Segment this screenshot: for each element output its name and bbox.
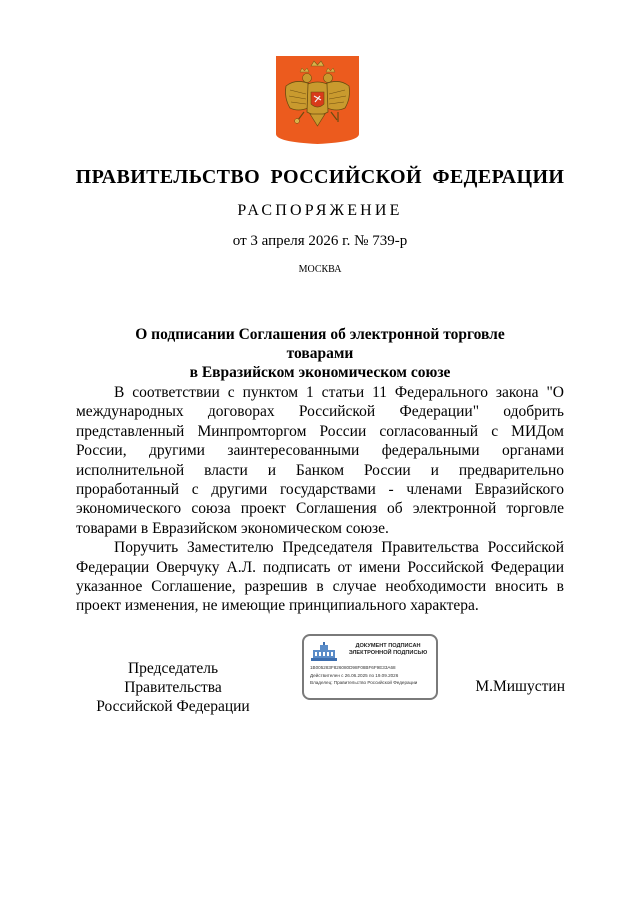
coat-of-arms-icon [276,56,359,144]
government-title: ПРАВИТЕЛЬСТВО РОССИЙСКОЙ ФЕДЕРАЦИИ [75,166,565,188]
signatory-role-line-1: Председатель Правительства [124,660,222,696]
signatory-role-line-2: Российской Федерации [96,698,250,715]
electronic-signature-stamp [302,634,438,700]
document-date-number: от 3 апреля 2026 г. № 739-р [232,233,408,249]
stamp-owner: Владелец: Правительство Российской Федерации [310,680,418,685]
stamp-title-line-2: ЭЛЕКТРОННОЙ ПОДПИСЬЮ [348,650,428,656]
stamp-title-line-1: ДОКУМЕНТ ПОДПИСАН [355,643,421,649]
document-type: РАСПОРЯЖЕНИЕ [237,202,403,219]
body-paragraph-1: В соответствии с пунктом 1 статьи 11 Федерального закона "О международных договорах Российской Федерации" одобрить представленный Минпромторгом России согласованный с МИДом России, другими заинтересованными федеральными органами исполнительной власти и Банком России и предварительно проработанный с другими государствами - членами Евразийского экономического союза проект Соглашения об электронной торговле товарами в Евразийском экономическом союзе. [76,384,564,537]
subject-line-2: в Евразийском экономическом союзе [189,364,451,381]
subject-line-1: О подписании Соглашения об электронной торговле товарами [135,326,505,362]
stamp-certificate-serial: 1B005283F826080D98F08BF6F9E33A68 [310,665,396,670]
document-city: МОСКВА [298,264,342,275]
signatory-name: М.Мишустин [475,678,565,695]
signatory-role [78,659,268,716]
document-subject [100,325,540,382]
stamp-validity: Действителен с 26.06.2025 по 19.09.2026 [310,673,399,678]
government-building-icon [310,642,338,662]
stamp-title [342,643,434,657]
body-paragraph-2: Поручить Заместителю Председателя Правительства Российской Федерации Оверчуку А.Л. подписать от имени Российской Федерации указанное Соглашение, разрешив в случае необходимости вносить в проект изменения, не имеющие принципиального характера. [76,539,564,615]
document-body [76,383,564,616]
